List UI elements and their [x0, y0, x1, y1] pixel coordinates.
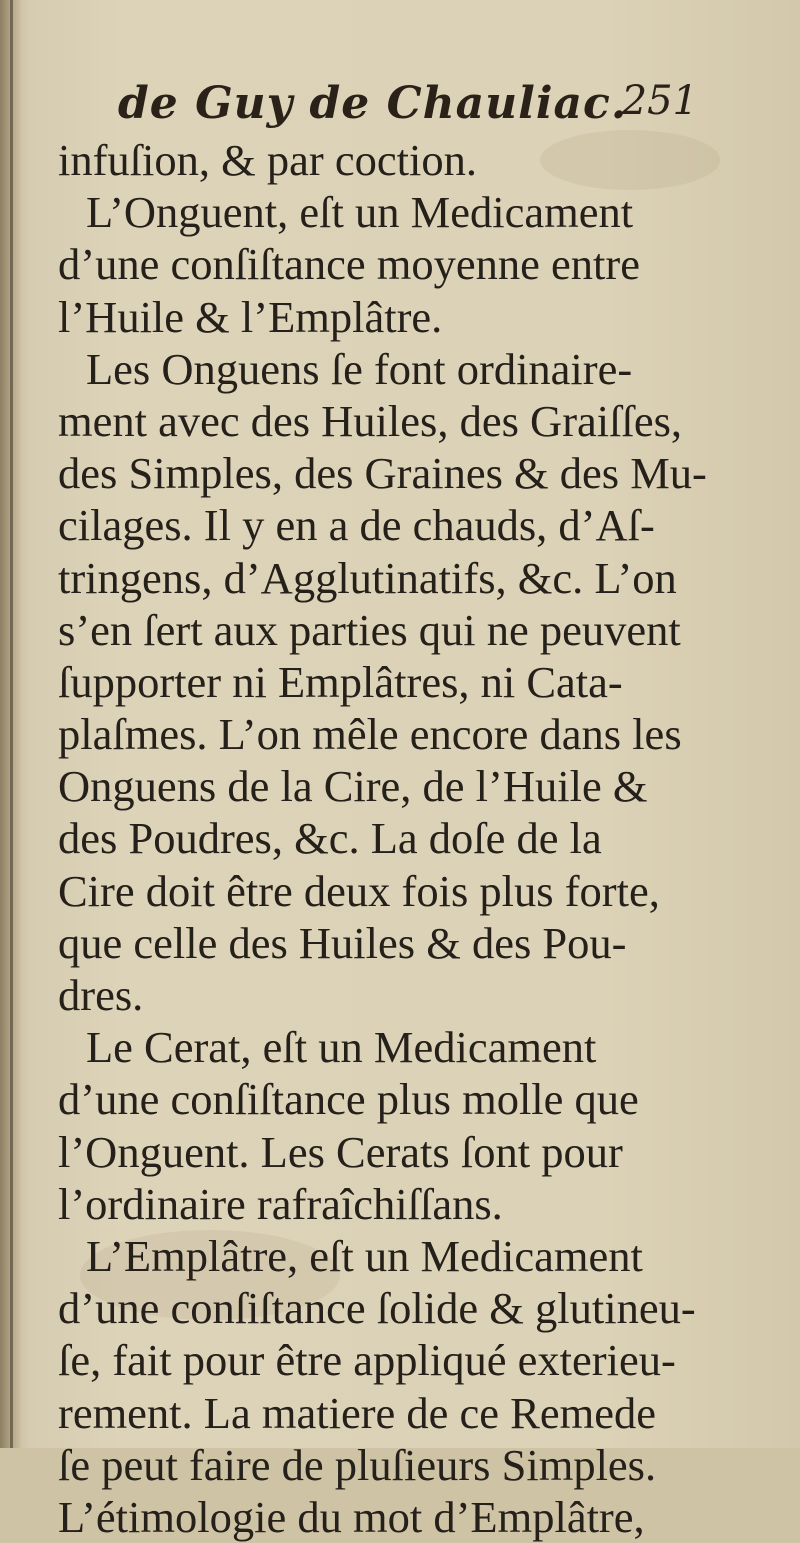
text-line: l’Onguent. Les Cerats ſont pour	[58, 1126, 623, 1177]
text-line: ſe, fait pour être appliqué exterieu-	[58, 1335, 676, 1386]
text-line: des Simples, des Graines & des Mu-	[58, 448, 707, 499]
text-line: l’Huile & l’Emplâtre.	[58, 291, 443, 342]
text-line: Le Cerat, eſt un Medicament	[86, 1022, 597, 1073]
text-line: L’étimologie du mot d’Emplâtre,	[58, 1491, 645, 1542]
page-number: 251	[621, 78, 698, 124]
text-line: ſe peut faire de pluſieurs Simples.	[58, 1439, 657, 1490]
text-line: s’en ſert aux parties qui ne peuvent	[58, 604, 681, 655]
running-title: de Guy de Chauliac.	[118, 78, 628, 129]
text-line: plaſmes. L’on mêle encore dans les	[58, 709, 682, 760]
text-line: Cire doit être deux fois plus forte,	[58, 865, 660, 916]
text-line: L’Emplâtre, eſt un Medicament	[86, 1230, 643, 1281]
text-line: l’ordinaire rafraîchiſſans.	[58, 1178, 503, 1229]
text-line: L’Onguent, eſt un Medicament	[86, 187, 634, 238]
text-line: ment avec des Huiles, des Graiſſes,	[58, 395, 683, 446]
text-line: Onguens de la Cire, de l’Huile &	[58, 761, 648, 812]
text-line: dres.	[58, 970, 144, 1020]
text-line: d’une conſiſtance plus molle que	[58, 1074, 639, 1125]
text-line: que celle des Huiles & des Pou-	[58, 917, 627, 968]
text-line: tringens, d’Agglutinatifs, &c. L’on	[58, 552, 677, 603]
text-line: cilages. Il y en a de chauds, d’Aſ-	[58, 500, 655, 551]
text-line: ſupporter ni Emplâtres, ni Cata-	[58, 656, 623, 707]
text-line: infuſion, & par coction.	[58, 135, 477, 185]
text-line: d’une conſiſtance ſolide & glutineu-	[58, 1283, 696, 1334]
binding-edge	[10, 0, 13, 1448]
text-line: d’une conſiſtance moyenne entre	[58, 239, 640, 290]
text-line: Les Onguens ſe font ordinaire-	[86, 343, 633, 394]
text-line: rement. La matiere de ce Remede	[58, 1387, 656, 1438]
text-line: des Poudres, &c. La doſe de la	[58, 813, 602, 864]
page-header	[118, 78, 698, 138]
body-text	[58, 134, 707, 1543]
